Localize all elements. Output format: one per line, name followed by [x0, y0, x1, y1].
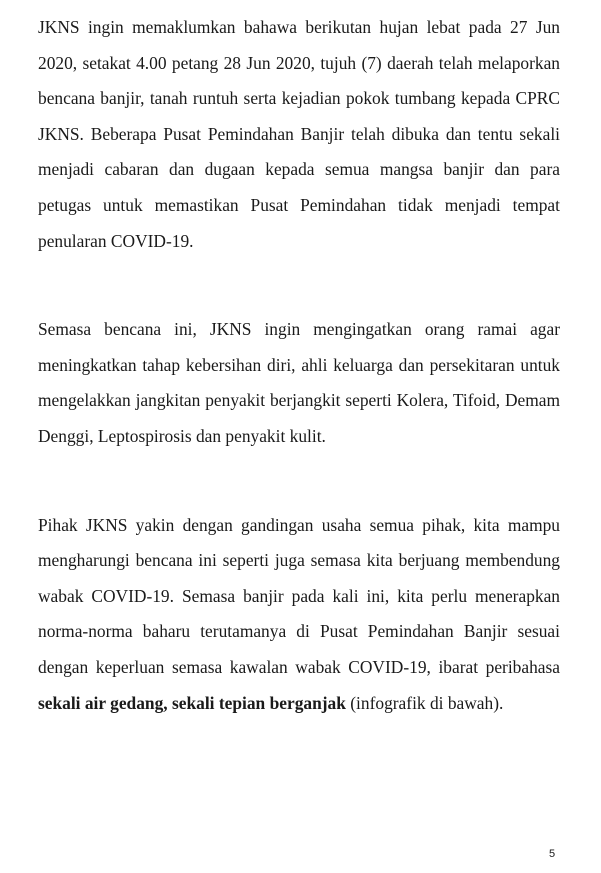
page-number: 5 [549, 848, 556, 860]
paragraph-cooperation [38, 508, 560, 722]
proverb-emphasis: sekali air gedang, sekali tepian berganjak [38, 692, 346, 713]
paragraph-text: Semasa bencana ini, JKNS ingin mengingatkan orang ramai agar meningkatkan tahap kebersihan diri, ahli keluarga dan persekitaran untuk mengelakkan jangkitan penyakit berjangkit seperti Kolera, Tifoid, Demam Denggi, Leptospirosis dan penyakit kulit. [38, 319, 560, 446]
paragraph-flood-report [38, 10, 560, 259]
paragraph-hygiene-advice [38, 312, 560, 454]
document-page [38, 10, 560, 721]
paragraph-text: Pihak JKNS yakin dengan gandingan usaha semua pihak, kita mampu mengharungi bencana ini seperti juga semasa kita berjuang membendung wabak COVID-19. Semasa banjir pada kali ini, kita perlu menerapkan norma-norma baharu terutamanya di Pusat Pemindahan Banjir sesuai dengan keperluan semasa kawalan wabak COVID-19, ibarat peribahasa [38, 514, 560, 677]
paragraph-text: JKNS ingin memaklumkan bahawa berikutan hujan lebat pada 27 Jun 2020, setakat 4.00 petang 28 Jun 2020, tujuh (7) daerah telah melaporkan bencana banjir, tanah runtuh serta kejadian pokok tumbang kepada CPRC JKNS. Beberapa Pusat Pemindahan Banjir telah dibuka dan tentu sekali menjadi cabaran dan dugaan kepada semua mangsa banjir dan para petugas untuk memastikan Pusat Pemindahan tidak menjadi tempat penularan COVID-19. [38, 17, 560, 251]
paragraph-tail-text: (infografik di bawah). [345, 692, 504, 713]
